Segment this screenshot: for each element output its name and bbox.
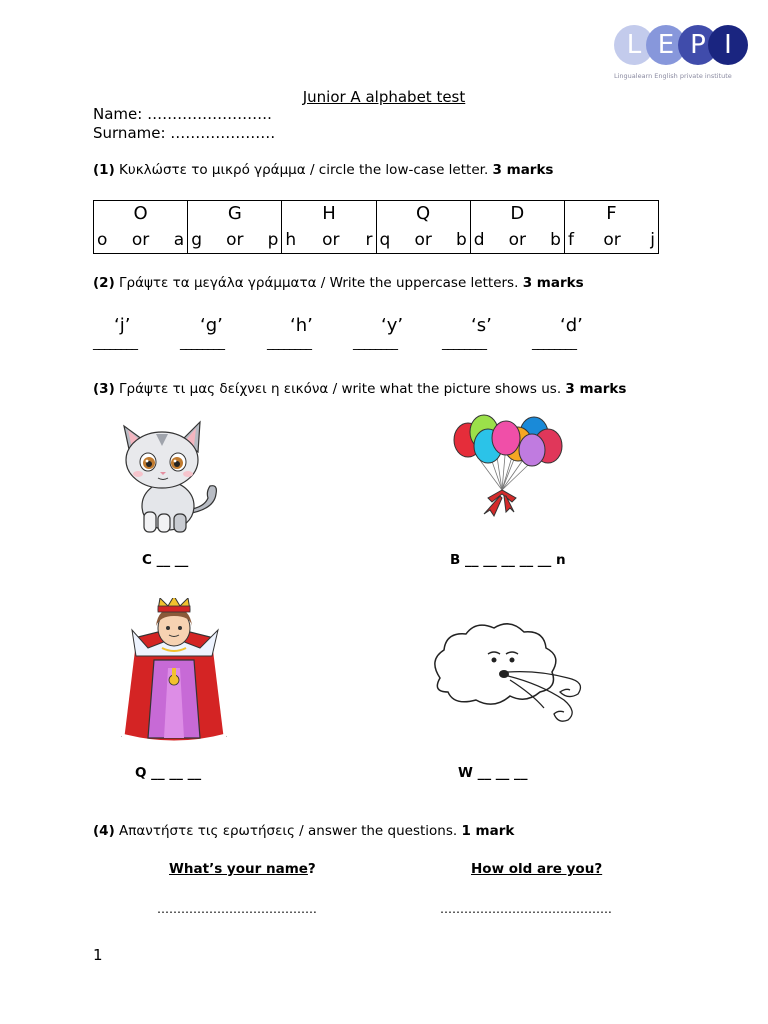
answer-blank[interactable]: ________ <box>442 336 486 351</box>
answer-blank[interactable]: ________ <box>532 336 576 351</box>
logo-letter-i: I <box>708 25 748 65</box>
surname-line: Surname: ………………… <box>93 124 276 142</box>
lepi-logo <box>612 22 748 84</box>
letter-prompt-h: ‘h’ <box>290 315 313 336</box>
letter-prompt-j: ‘j’ <box>114 315 131 336</box>
question-age: How old are you? <box>471 861 603 877</box>
answer-blank[interactable]: ________ <box>267 336 311 351</box>
letter-prompt-s: ‘s’ <box>471 315 492 336</box>
question-4-instruction: (4) Απαντήστε τις ερωτήσεις / answer the questions. 1 mark <box>93 823 515 839</box>
age-answer-dots[interactable]: ……………………………………. <box>440 902 612 916</box>
letter-cell[interactable]: F f or j <box>564 201 658 254</box>
name-line: Name: ……………………. <box>93 105 272 123</box>
answer-blank[interactable]: ________ <box>180 336 224 351</box>
queen-picture <box>118 598 230 748</box>
question-3-instruction: (3) Γράψτε τι μας δείχνει η εικόνα / write what the picture shows us. 3 marks <box>93 381 627 397</box>
wind-cloud-picture <box>428 620 590 728</box>
letter-prompt-d: ‘d’ <box>560 315 583 336</box>
cat-picture <box>116 418 226 534</box>
cat-answer-label: C __ __ <box>142 552 189 568</box>
balloons-picture <box>448 414 570 520</box>
queen-answer-label: Q __ __ __ <box>135 765 202 781</box>
letter-prompt-g: ‘g’ <box>200 315 223 336</box>
letter-cell[interactable]: G g or p <box>188 201 282 254</box>
letter-cell[interactable]: Q q or b <box>376 201 470 254</box>
letter-cell[interactable]: O o or a <box>94 201 188 254</box>
logo-subtitle: Lingualearn English private institute <box>614 72 732 80</box>
logo-letter-e: E <box>646 25 686 65</box>
letter-cell[interactable]: H h or r <box>282 201 376 254</box>
question-name: What’s your name? <box>169 861 316 877</box>
letter-table <box>93 200 659 254</box>
answer-blank[interactable]: ________ <box>353 336 397 351</box>
question-1-instruction: (1) Κυκλώστε το μικρό γράμμα / circle the low-case letter. 3 marks <box>93 162 554 178</box>
letter-cell[interactable]: D d or b <box>470 201 564 254</box>
logo-letter-p: P <box>678 25 718 65</box>
page-title: Junior A alphabet test <box>302 88 466 106</box>
letter-prompt-y: ‘y’ <box>381 315 404 336</box>
wind-answer-label: W __ __ __ <box>458 765 528 781</box>
logo-letter-l: L <box>614 25 654 65</box>
balloons-answer-label: B __ __ __ __ __ n <box>450 552 566 568</box>
page-number: 1 <box>93 946 103 964</box>
name-answer-dots[interactable]: …………………………………. <box>157 902 317 916</box>
answer-blank[interactable]: ________ <box>93 336 137 351</box>
question-2-instruction: (2) Γράψτε τα μεγάλα γράμματα / Write the uppercase letters. 3 marks <box>93 275 584 291</box>
